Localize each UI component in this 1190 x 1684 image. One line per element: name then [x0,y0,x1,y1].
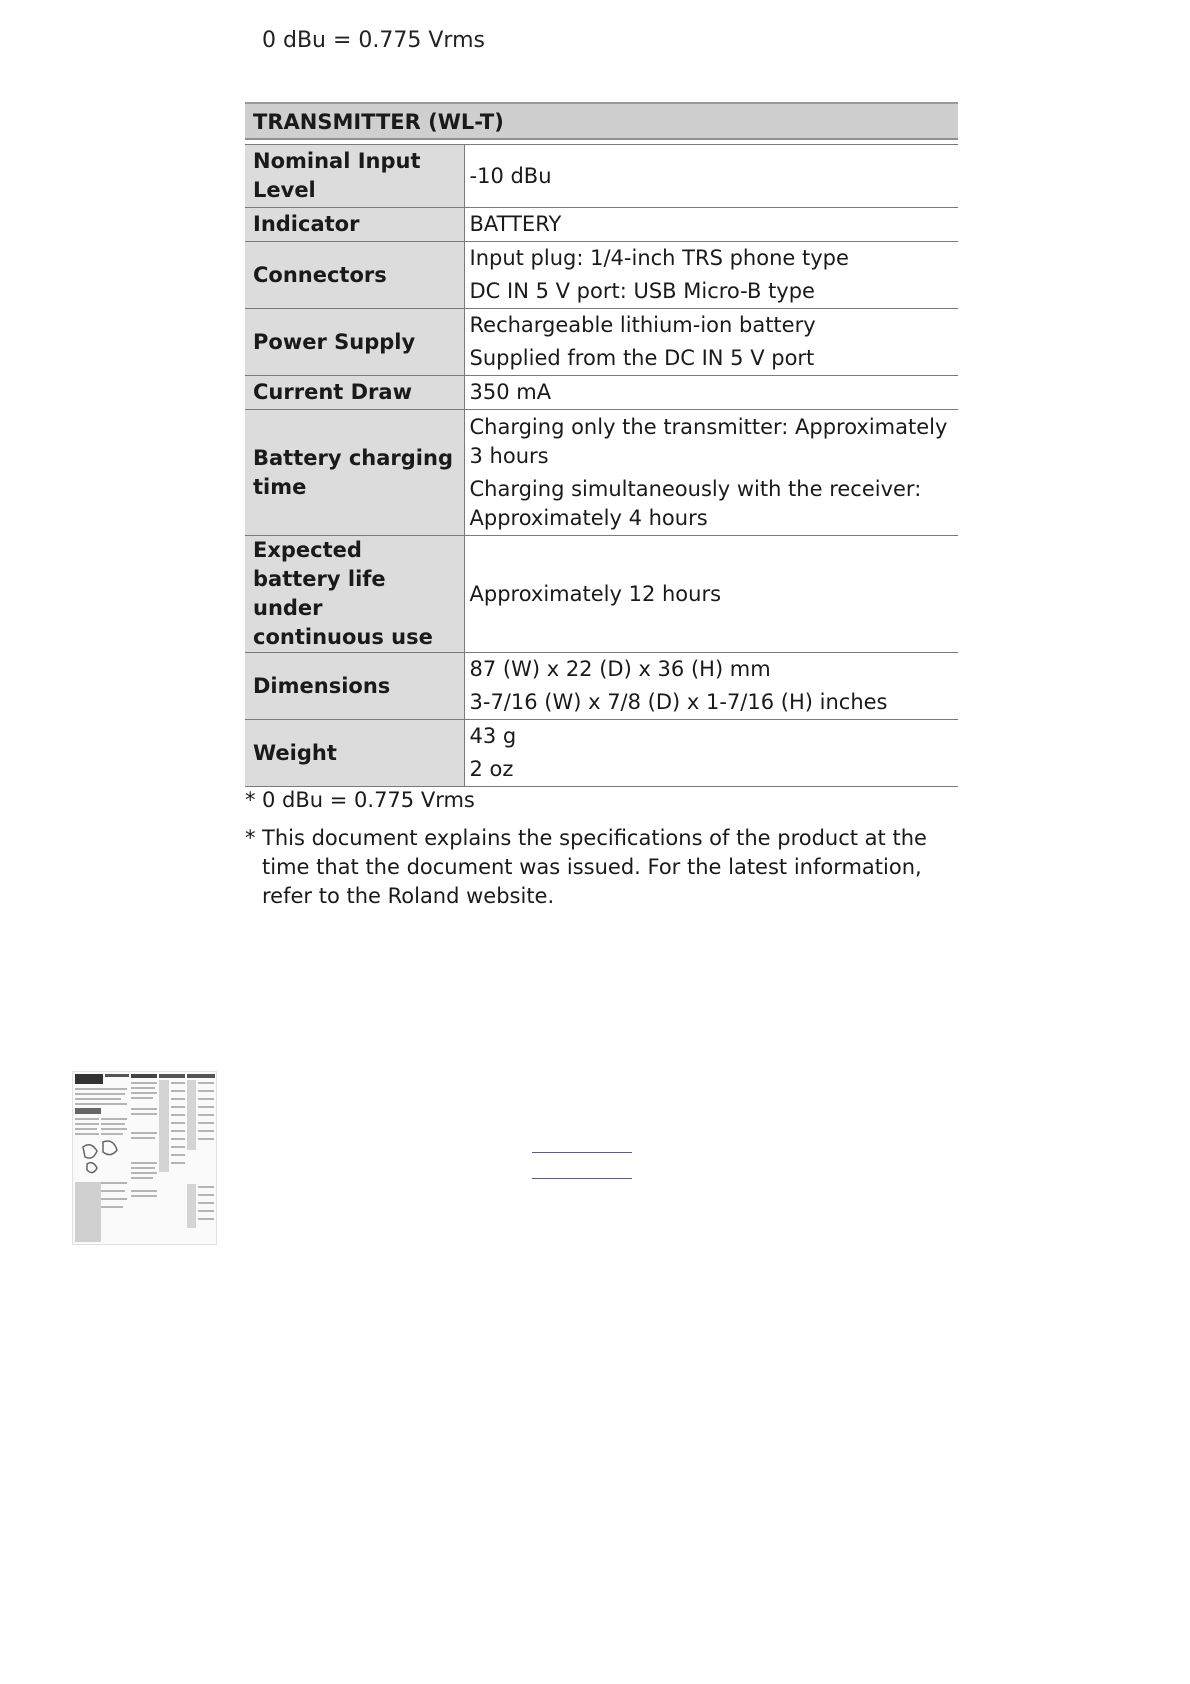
row-value: -10 dBu [464,145,958,208]
row-label: Battery charging time [245,410,464,536]
row-value: 43 g 2 oz [464,720,958,787]
row-value: Rechargeable lithium-ion battery Supplied from the DC IN 5 V port [464,309,958,376]
footnote [245,824,965,911]
link-underline[interactable] [532,1152,632,1153]
table-row [245,536,958,653]
row-label: Power Supply [245,309,464,376]
row-label: Current Draw [245,376,464,410]
table-row [245,376,958,410]
row-value: Charging only the transmitter: Approximately 3 hours Charging simultaneously with the receiver: Approximately 4 hours [464,410,958,536]
table-title: TRANSMITTER (WL-T) [245,102,958,140]
transmitter-spec-table [245,102,958,787]
table-row [245,410,958,536]
row-label: Weight [245,720,464,787]
row-label: Connectors [245,242,464,309]
footnote-bullet: * [245,826,256,850]
table-row [245,145,958,208]
table-row [245,208,958,242]
row-value: BATTERY [464,208,958,242]
row-value: Approximately 12 hours [464,536,958,653]
footnote-text: 0 dBu = 0.775 Vrms [262,788,475,812]
truncated-previous-line: 0 dBu = 0.775 Vrms [262,28,485,53]
row-value: 350 mA [464,376,958,410]
table-row [245,720,958,787]
thumbnail-page-icon [73,1072,216,1244]
row-label: Indicator [245,208,464,242]
footnote-bullet: * [245,788,256,812]
row-value: Input plug: 1/4-inch TRS phone type DC IN 5 V port: USB Micro-B type [464,242,958,309]
link-underline[interactable] [532,1178,632,1179]
row-label: Nominal Input Level [245,145,464,208]
table-row [245,653,958,720]
row-value: 87 (W) x 22 (D) x 36 (H) mm 3-7/16 (W) x 7/8 (D) x 1-7/16 (H) inches [464,653,958,720]
row-label: Expected battery life under continuous use [245,536,464,653]
footnotes [245,786,965,920]
table-row [245,242,958,309]
spec-table [245,144,958,787]
table-row [245,309,958,376]
footnote-text: This document explains the specifications of the product at the time that the document was issued. For the latest information, refer to the Roland website. [262,826,927,908]
footnote [245,786,965,815]
row-label: Dimensions [245,653,464,720]
document-thumbnail[interactable] [72,1071,217,1245]
